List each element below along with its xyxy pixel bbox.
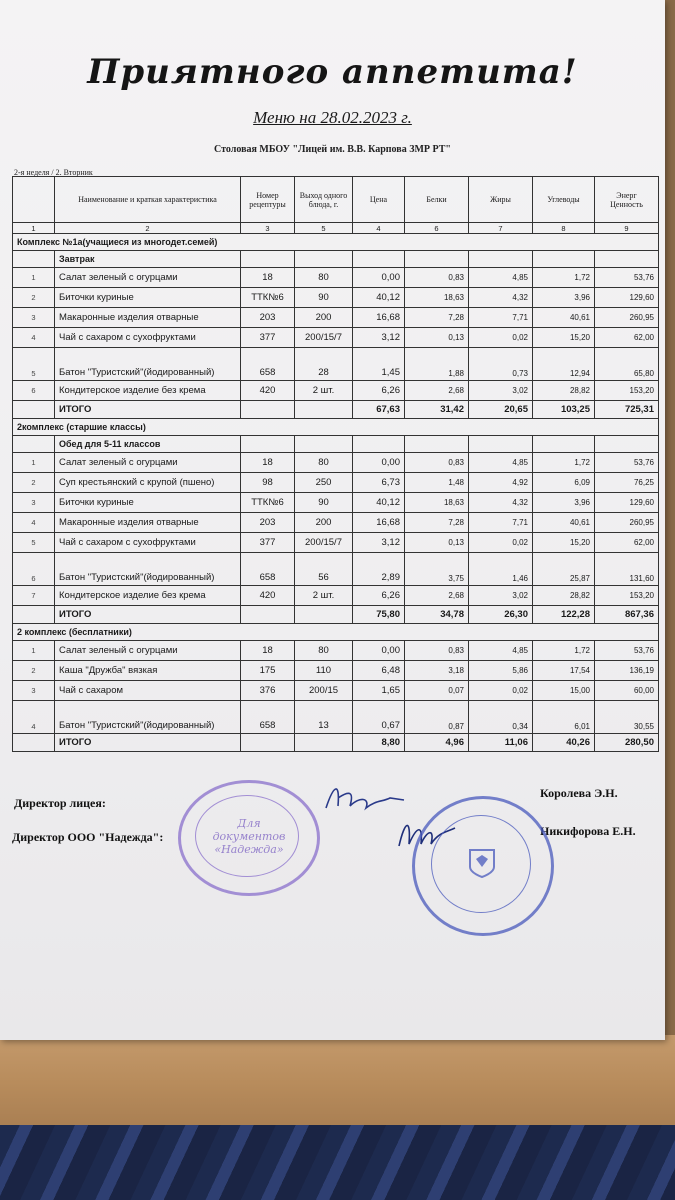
dish-carbs: 40,61 — [533, 513, 595, 533]
dish-protein: 3,18 — [405, 661, 469, 681]
dish-index: 3 — [13, 308, 55, 328]
dish-price: 3,12 — [353, 533, 405, 553]
total-protein: 31,42 — [405, 401, 469, 419]
total-fat: 20,65 — [469, 401, 533, 419]
empty-cell — [405, 436, 469, 453]
dish-protein: 18,63 — [405, 493, 469, 513]
dish-recipe: 658 — [241, 553, 295, 586]
dish-recipe: 203 — [241, 513, 295, 533]
dish-protein: 2,68 — [405, 381, 469, 401]
dish-protein: 1,48 — [405, 473, 469, 493]
dish-row — [13, 453, 659, 473]
company-stamp — [178, 780, 320, 896]
col-portion: Выход одного блюда, г. — [295, 177, 353, 223]
section-title-row — [13, 624, 659, 641]
dish-index: 4 — [13, 328, 55, 348]
dish-fat: 7,71 — [469, 513, 533, 533]
section-title: 2 комплекс (бесплатники) — [13, 624, 659, 641]
total-label: ИТОГО — [55, 606, 241, 624]
dish-price: 16,68 — [353, 513, 405, 533]
dish-portion: 90 — [295, 288, 353, 308]
dish-row — [13, 661, 659, 681]
dish-protein: 2,68 — [405, 586, 469, 606]
dish-carbs: 28,82 — [533, 586, 595, 606]
dish-carbs: 3,96 — [533, 493, 595, 513]
dish-fat: 0,73 — [469, 348, 533, 381]
dish-name: Кондитерское изделие без крема — [55, 381, 241, 401]
col-carbs: Углеводы — [533, 177, 595, 223]
row-number — [13, 734, 55, 752]
page-title: Приятного аппетита! — [87, 52, 578, 92]
dish-portion: 200/15 — [295, 681, 353, 701]
dish-fat: 3,02 — [469, 381, 533, 401]
dish-recipe: ТТК№6 — [241, 493, 295, 513]
dish-price: 6,73 — [353, 473, 405, 493]
dish-protein: 1,88 — [405, 348, 469, 381]
dish-portion: 250 — [295, 473, 353, 493]
dish-energy: 53,76 — [595, 453, 659, 473]
dish-name: Салат зеленый с огурцами — [55, 268, 241, 288]
dish-name: Суп крестьянский с крупой (пшено) — [55, 473, 241, 493]
col-price: Цена — [353, 177, 405, 223]
dish-fat: 4,92 — [469, 473, 533, 493]
empty-cell — [533, 436, 595, 453]
dish-protein: 3,75 — [405, 553, 469, 586]
dish-recipe: 377 — [241, 533, 295, 553]
dish-index: 6 — [13, 381, 55, 401]
dish-recipe: 18 — [241, 268, 295, 288]
dish-row — [13, 473, 659, 493]
dish-fat: 0,02 — [469, 328, 533, 348]
dish-recipe: 377 — [241, 328, 295, 348]
dish-price: 40,12 — [353, 493, 405, 513]
dish-recipe: 376 — [241, 681, 295, 701]
dish-index: 1 — [13, 641, 55, 661]
dish-portion: 200 — [295, 513, 353, 533]
dish-energy: 60,00 — [595, 681, 659, 701]
row-number — [13, 251, 55, 268]
dish-index: 5 — [13, 533, 55, 553]
dish-portion: 90 — [295, 493, 353, 513]
dish-price: 16,68 — [353, 308, 405, 328]
empty-cell — [241, 606, 295, 624]
dish-protein: 0,07 — [405, 681, 469, 701]
section-title-row — [13, 234, 659, 251]
dish-price: 6,26 — [353, 381, 405, 401]
dish-recipe: 18 — [241, 641, 295, 661]
dish-energy: 260,95 — [595, 513, 659, 533]
row-number — [13, 606, 55, 624]
dish-price: 6,26 — [353, 586, 405, 606]
dish-row — [13, 641, 659, 661]
total-fat: 26,30 — [469, 606, 533, 624]
lyceum-director-label: Директор лицея: — [14, 796, 106, 810]
dish-energy: 129,60 — [595, 288, 659, 308]
dish-portion: 200/15/7 — [295, 328, 353, 348]
row-number — [13, 436, 55, 453]
column-number: 5 — [295, 223, 353, 234]
dish-fat: 1,46 — [469, 553, 533, 586]
dish-name: Кондитерское изделие без крема — [55, 586, 241, 606]
company-director-name: Никифорова Е.Н. — [540, 824, 636, 838]
dish-protein: 0,13 — [405, 328, 469, 348]
dish-name: Батон "Туристский"(йодированный) — [55, 553, 241, 586]
column-number: 7 — [469, 223, 533, 234]
total-label: ИТОГО — [55, 401, 241, 419]
dish-row — [13, 553, 659, 586]
dish-price: 0,67 — [353, 701, 405, 734]
empty-cell — [595, 251, 659, 268]
dish-index: 3 — [13, 681, 55, 701]
total-price: 67,63 — [353, 401, 405, 419]
dish-energy: 129,60 — [595, 493, 659, 513]
week-day-label: 2-я неделя / 2. Вторник — [14, 168, 93, 177]
company-director-label: Директор ООО "Надежда": — [12, 830, 164, 844]
total-fat: 11,06 — [469, 734, 533, 752]
dish-portion: 2 шт. — [295, 381, 353, 401]
lyceum-stamp — [412, 796, 554, 936]
col-protein: Белки — [405, 177, 469, 223]
dish-energy: 62,00 — [595, 328, 659, 348]
dish-protein: 7,28 — [405, 513, 469, 533]
dish-protein: 0,83 — [405, 453, 469, 473]
column-number: 3 — [241, 223, 295, 234]
dish-row — [13, 348, 659, 381]
dish-recipe: 658 — [241, 348, 295, 381]
dish-name: Батон "Туристский"(йодированный) — [55, 701, 241, 734]
empty-cell — [595, 436, 659, 453]
section-title: Комплекс №1а(учащиеся из многодет.семей) — [13, 234, 659, 251]
empty-cell — [241, 734, 295, 752]
dish-price: 3,12 — [353, 328, 405, 348]
total-price: 8,80 — [353, 734, 405, 752]
dish-recipe: ТТК№6 — [241, 288, 295, 308]
dish-carbs: 15,20 — [533, 533, 595, 553]
dish-fat: 4,32 — [469, 493, 533, 513]
dish-fat: 5,86 — [469, 661, 533, 681]
dish-energy: 53,76 — [595, 641, 659, 661]
empty-cell — [241, 436, 295, 453]
total-energy: 867,36 — [595, 606, 659, 624]
emblem-icon — [467, 847, 497, 879]
dish-portion: 56 — [295, 553, 353, 586]
dish-recipe: 420 — [241, 586, 295, 606]
stamp-text: Для документов «Надежда» — [212, 817, 286, 856]
dish-carbs: 15,00 — [533, 681, 595, 701]
total-price: 75,80 — [353, 606, 405, 624]
dish-carbs: 15,20 — [533, 328, 595, 348]
dish-protein: 0,87 — [405, 701, 469, 734]
total-row — [13, 401, 659, 419]
empty-cell — [469, 251, 533, 268]
dish-fat: 4,85 — [469, 268, 533, 288]
col-recipe: Номер рецептуры — [241, 177, 295, 223]
dish-portion: 200/15/7 — [295, 533, 353, 553]
empty-cell — [405, 251, 469, 268]
section-subtitle: Завтрак — [55, 251, 241, 268]
column-number-row — [13, 223, 659, 234]
section-subtitle-row — [13, 436, 659, 453]
dish-index: 1 — [13, 453, 55, 473]
empty-cell — [295, 251, 353, 268]
dish-fat: 4,85 — [469, 453, 533, 473]
fabric-background — [0, 1125, 675, 1200]
dish-index: 4 — [13, 513, 55, 533]
total-row — [13, 734, 659, 752]
total-energy: 280,50 — [595, 734, 659, 752]
dish-carbs: 3,96 — [533, 288, 595, 308]
dish-index: 3 — [13, 493, 55, 513]
dish-carbs: 6,09 — [533, 473, 595, 493]
dish-carbs: 1,72 — [533, 641, 595, 661]
header-row — [13, 177, 659, 223]
dish-index: 1 — [13, 268, 55, 288]
total-carbs: 40,26 — [533, 734, 595, 752]
empty-cell — [353, 436, 405, 453]
total-protein: 34,78 — [405, 606, 469, 624]
dish-name: Чай с сахаром — [55, 681, 241, 701]
dish-price: 1,45 — [353, 348, 405, 381]
dish-row — [13, 288, 659, 308]
dish-name: Биточки куриные — [55, 493, 241, 513]
dish-row — [13, 328, 659, 348]
dish-fat: 0,02 — [469, 533, 533, 553]
empty-cell — [295, 734, 353, 752]
dish-recipe: 420 — [241, 381, 295, 401]
dish-recipe: 203 — [241, 308, 295, 328]
dish-carbs: 6,01 — [533, 701, 595, 734]
dish-price: 40,12 — [353, 288, 405, 308]
dish-protein: 18,63 — [405, 288, 469, 308]
col-fat: Жиры — [469, 177, 533, 223]
dish-index: 4 — [13, 701, 55, 734]
empty-cell — [241, 251, 295, 268]
dish-row — [13, 381, 659, 401]
dish-portion: 80 — [295, 641, 353, 661]
dish-price: 0,00 — [353, 268, 405, 288]
dish-price: 0,00 — [353, 641, 405, 661]
dish-fat: 4,32 — [469, 288, 533, 308]
dish-protein: 7,28 — [405, 308, 469, 328]
dish-fat: 0,02 — [469, 681, 533, 701]
dish-energy: 260,95 — [595, 308, 659, 328]
dish-carbs: 40,61 — [533, 308, 595, 328]
dish-protein: 0,13 — [405, 533, 469, 553]
dish-row — [13, 681, 659, 701]
dish-name: Каша "Дружба" вязкая — [55, 661, 241, 681]
dish-carbs: 1,72 — [533, 268, 595, 288]
menu-date: Меню на 28.02.2023 г. — [253, 108, 412, 127]
empty-cell — [295, 436, 353, 453]
dish-index: 6 — [13, 553, 55, 586]
dish-energy: 136,19 — [595, 661, 659, 681]
dish-carbs: 1,72 — [533, 453, 595, 473]
dish-index: 7 — [13, 586, 55, 606]
empty-cell — [295, 606, 353, 624]
dish-price: 6,48 — [353, 661, 405, 681]
dish-price: 2,89 — [353, 553, 405, 586]
dish-row — [13, 493, 659, 513]
dish-recipe: 658 — [241, 701, 295, 734]
col-energy: Энерг Ценность — [595, 177, 659, 223]
dish-index: 2 — [13, 661, 55, 681]
column-number: 8 — [533, 223, 595, 234]
column-number: 9 — [595, 223, 659, 234]
dish-fat: 0,34 — [469, 701, 533, 734]
col-index — [13, 177, 55, 223]
dish-name: Чай с сахаром с сухофруктами — [55, 533, 241, 553]
dish-portion: 80 — [295, 453, 353, 473]
dish-fat: 3,02 — [469, 586, 533, 606]
dish-carbs: 12,94 — [533, 348, 595, 381]
dish-portion: 28 — [295, 348, 353, 381]
lyceum-director-name: Королева Э.Н. — [540, 786, 618, 800]
dish-portion: 80 — [295, 268, 353, 288]
dish-recipe: 98 — [241, 473, 295, 493]
dish-name: Макаронные изделия отварные — [55, 308, 241, 328]
section-title-row — [13, 419, 659, 436]
section-title: 2комплекс (старшие классы) — [13, 419, 659, 436]
section-subtitle-row — [13, 251, 659, 268]
dish-index: 2 — [13, 288, 55, 308]
canteen-name: Столовая МБОУ "Лицей им. В.В. Карпова ЗМР РТ" — [214, 144, 451, 155]
dish-row — [13, 308, 659, 328]
wooden-surface — [0, 1035, 675, 1130]
dish-carbs: 28,82 — [533, 381, 595, 401]
dish-energy: 153,20 — [595, 381, 659, 401]
total-protein: 4,96 — [405, 734, 469, 752]
column-number: 4 — [353, 223, 405, 234]
dish-protein: 0,83 — [405, 268, 469, 288]
dish-energy: 131,60 — [595, 553, 659, 586]
empty-cell — [241, 401, 295, 419]
dish-portion: 13 — [295, 701, 353, 734]
dish-price: 1,65 — [353, 681, 405, 701]
dish-name: Салат зеленый с огурцами — [55, 641, 241, 661]
dish-recipe: 18 — [241, 453, 295, 473]
menu-table — [12, 176, 659, 752]
empty-cell — [295, 401, 353, 419]
dish-energy: 153,20 — [595, 586, 659, 606]
dish-index: 2 — [13, 473, 55, 493]
section-subtitle: Обед для 5-11 классов — [55, 436, 241, 453]
dish-row — [13, 586, 659, 606]
row-number — [13, 401, 55, 419]
total-row — [13, 606, 659, 624]
total-label: ИТОГО — [55, 734, 241, 752]
dish-carbs: 25,87 — [533, 553, 595, 586]
dish-energy: 30,55 — [595, 701, 659, 734]
dish-portion: 110 — [295, 661, 353, 681]
dish-fat: 7,71 — [469, 308, 533, 328]
dish-recipe: 175 — [241, 661, 295, 681]
dish-name: Биточки куриные — [55, 288, 241, 308]
dish-index: 5 — [13, 348, 55, 381]
dish-carbs: 17,54 — [533, 661, 595, 681]
total-carbs: 122,28 — [533, 606, 595, 624]
dish-row — [13, 701, 659, 734]
empty-cell — [353, 251, 405, 268]
column-number: 6 — [405, 223, 469, 234]
dish-portion: 200 — [295, 308, 353, 328]
dish-row — [13, 268, 659, 288]
dish-energy: 65,80 — [595, 348, 659, 381]
column-number: 2 — [55, 223, 241, 234]
dish-fat: 4,85 — [469, 641, 533, 661]
dish-row — [13, 533, 659, 553]
dish-name: Макаронные изделия отварные — [55, 513, 241, 533]
empty-cell — [469, 436, 533, 453]
dish-name: Батон "Туристский"(йодированный) — [55, 348, 241, 381]
empty-cell — [533, 251, 595, 268]
total-energy: 725,31 — [595, 401, 659, 419]
dish-protein: 0,83 — [405, 641, 469, 661]
dish-row — [13, 513, 659, 533]
column-number: 1 — [13, 223, 55, 234]
total-carbs: 103,25 — [533, 401, 595, 419]
dish-name: Салат зеленый с огурцами — [55, 453, 241, 473]
dish-portion: 2 шт. — [295, 586, 353, 606]
dish-energy: 76,25 — [595, 473, 659, 493]
dish-energy: 53,76 — [595, 268, 659, 288]
dish-name: Чай с сахаром с сухофруктами — [55, 328, 241, 348]
dish-price: 0,00 — [353, 453, 405, 473]
dish-energy: 62,00 — [595, 533, 659, 553]
col-name: Наименование и краткая характеристика — [55, 177, 241, 223]
